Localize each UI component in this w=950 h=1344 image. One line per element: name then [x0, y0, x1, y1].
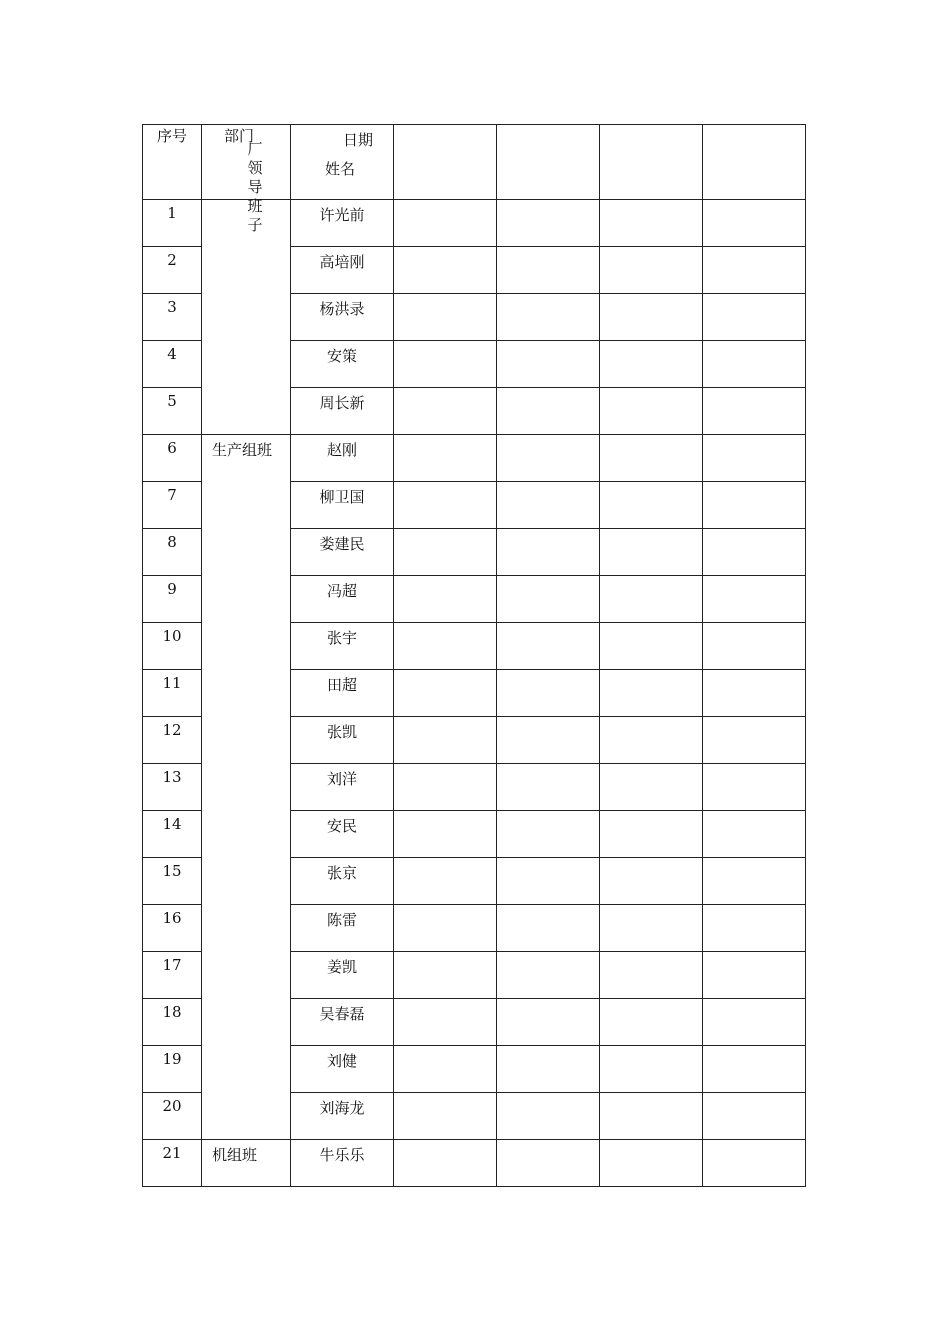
attendance-cell[interactable] [497, 435, 600, 482]
name-cell: 周长新 [291, 388, 394, 435]
name-cell: 冯超 [291, 576, 394, 623]
seq-cell: 12 [143, 717, 202, 764]
seq-cell: 13 [143, 764, 202, 811]
attendance-cell[interactable] [600, 388, 703, 435]
seq-cell: 7 [143, 482, 202, 529]
attendance-cell[interactable] [600, 247, 703, 294]
attendance-cell[interactable] [394, 1140, 497, 1187]
attendance-cell[interactable] [394, 811, 497, 858]
attendance-cell[interactable] [703, 482, 806, 529]
attendance-cell[interactable] [497, 1046, 600, 1093]
seq-cell: 4 [143, 341, 202, 388]
attendance-cell[interactable] [703, 294, 806, 341]
attendance-cell[interactable] [497, 1093, 600, 1140]
name-cell: 赵刚 [291, 435, 394, 482]
name-cell: 牛乐乐 [291, 1140, 394, 1187]
attendance-cell[interactable] [497, 529, 600, 576]
table-row [143, 200, 806, 247]
name-cell: 吴春磊 [291, 999, 394, 1046]
attendance-cell[interactable] [394, 623, 497, 670]
attendance-cell[interactable] [394, 388, 497, 435]
attendance-cell[interactable] [497, 811, 600, 858]
attendance-cell[interactable] [600, 811, 703, 858]
attendance-cell[interactable] [497, 670, 600, 717]
attendance-cell[interactable] [703, 247, 806, 294]
attendance-cell[interactable] [703, 1140, 806, 1187]
attendance-cell[interactable] [497, 764, 600, 811]
attendance-cell[interactable] [600, 1046, 703, 1093]
attendance-cell[interactable] [600, 294, 703, 341]
attendance-cell[interactable] [497, 388, 600, 435]
attendance-cell[interactable] [394, 1046, 497, 1093]
attendance-cell[interactable] [394, 670, 497, 717]
attendance-cell[interactable] [703, 999, 806, 1046]
dept-cell: 机组班 [202, 1140, 291, 1187]
attendance-cell[interactable] [600, 999, 703, 1046]
attendance-cell[interactable] [394, 1093, 497, 1140]
header-dept: 部门 [202, 125, 291, 200]
date-column-3[interactable] [600, 125, 703, 200]
seq-cell: 9 [143, 576, 202, 623]
attendance-cell[interactable] [394, 576, 497, 623]
attendance-cell[interactable] [600, 435, 703, 482]
attendance-cell[interactable] [497, 482, 600, 529]
attendance-cell[interactable] [497, 905, 600, 952]
name-cell: 刘健 [291, 1046, 394, 1093]
seq-cell: 14 [143, 811, 202, 858]
attendance-cell[interactable] [394, 200, 497, 247]
seq-cell: 20 [143, 1093, 202, 1140]
attendance-cell[interactable] [600, 717, 703, 764]
attendance-cell[interactable] [600, 764, 703, 811]
attendance-cell[interactable] [394, 435, 497, 482]
attendance-cell[interactable] [497, 200, 600, 247]
attendance-table [142, 124, 806, 1187]
attendance-cell[interactable] [600, 341, 703, 388]
attendance-cell[interactable] [497, 576, 600, 623]
attendance-cell[interactable] [600, 623, 703, 670]
attendance-cell[interactable] [394, 858, 497, 905]
name-cell: 田超 [291, 670, 394, 717]
attendance-cell[interactable] [600, 576, 703, 623]
attendance-cell[interactable] [703, 341, 806, 388]
attendance-cell[interactable] [703, 717, 806, 764]
name-cell: 张凯 [291, 717, 394, 764]
seq-cell: 16 [143, 905, 202, 952]
attendance-cell[interactable] [394, 529, 497, 576]
attendance-cell[interactable] [703, 952, 806, 999]
seq-cell: 10 [143, 623, 202, 670]
attendance-cell[interactable] [497, 247, 600, 294]
header-row [143, 125, 806, 200]
attendance-cell[interactable] [703, 623, 806, 670]
attendance-cell[interactable] [497, 1140, 600, 1187]
seq-cell: 3 [143, 294, 202, 341]
seq-cell: 21 [143, 1140, 202, 1187]
attendance-cell[interactable] [703, 1046, 806, 1093]
attendance-cell[interactable] [497, 623, 600, 670]
attendance-cell[interactable] [394, 717, 497, 764]
attendance-cell[interactable] [394, 905, 497, 952]
seq-cell: 17 [143, 952, 202, 999]
seq-cell: 8 [143, 529, 202, 576]
name-cell: 张宇 [291, 623, 394, 670]
seq-cell: 15 [143, 858, 202, 905]
name-cell: 刘海龙 [291, 1093, 394, 1140]
attendance-cell[interactable] [703, 388, 806, 435]
name-cell: 柳卫国 [291, 482, 394, 529]
attendance-cell[interactable] [703, 1093, 806, 1140]
attendance-cell[interactable] [703, 529, 806, 576]
attendance-cell[interactable] [600, 529, 703, 576]
seq-cell: 19 [143, 1046, 202, 1093]
attendance-cell[interactable] [600, 952, 703, 999]
name-cell: 杨洪录 [291, 294, 394, 341]
name-cell: 安策 [291, 341, 394, 388]
attendance-cell[interactable] [600, 1093, 703, 1140]
attendance-cell[interactable] [394, 482, 497, 529]
attendance-cell[interactable] [703, 576, 806, 623]
attendance-cell[interactable] [497, 999, 600, 1046]
date-column-2[interactable] [497, 125, 600, 200]
attendance-cell[interactable] [394, 952, 497, 999]
attendance-cell[interactable] [703, 435, 806, 482]
name-cell: 陈雷 [291, 905, 394, 952]
dept-cell: 生产组班 [202, 435, 291, 1140]
attendance-cell[interactable] [600, 670, 703, 717]
header-name: 姓名 [325, 160, 356, 178]
attendance-cell[interactable] [497, 858, 600, 905]
attendance-cell[interactable] [600, 482, 703, 529]
name-cell: 娄建民 [291, 529, 394, 576]
seq-cell: 5 [143, 388, 202, 435]
attendance-cell[interactable] [703, 905, 806, 952]
header-date: 日期 [343, 131, 374, 149]
name-cell: 安民 [291, 811, 394, 858]
attendance-cell[interactable] [703, 670, 806, 717]
attendance-cell[interactable] [600, 1140, 703, 1187]
attendance-cell[interactable] [600, 200, 703, 247]
seq-cell: 6 [143, 435, 202, 482]
attendance-cell[interactable] [394, 247, 497, 294]
name-cell: 许光前 [291, 200, 394, 247]
date-column-1[interactable] [394, 125, 497, 200]
attendance-cell[interactable] [497, 294, 600, 341]
name-cell: 张京 [291, 858, 394, 905]
seq-cell: 18 [143, 999, 202, 1046]
attendance-cell[interactable] [703, 764, 806, 811]
name-cell: 高培刚 [291, 247, 394, 294]
attendance-cell[interactable] [703, 858, 806, 905]
attendance-cell[interactable] [394, 999, 497, 1046]
attendance-cell[interactable] [600, 905, 703, 952]
attendance-cell[interactable] [497, 952, 600, 999]
attendance-cell[interactable] [497, 717, 600, 764]
attendance-cell[interactable] [703, 200, 806, 247]
name-cell: 姜凯 [291, 952, 394, 999]
seq-cell: 2 [143, 247, 202, 294]
seq-cell: 1 [143, 200, 202, 247]
table-row [143, 435, 806, 482]
attendance-cell[interactable] [394, 764, 497, 811]
attendance-cell[interactable] [497, 341, 600, 388]
header-seq: 序号 [143, 125, 202, 200]
attendance-cell[interactable] [394, 294, 497, 341]
name-cell: 刘洋 [291, 764, 394, 811]
date-column-4[interactable] [703, 125, 806, 200]
table-row [143, 1140, 806, 1187]
header-date-name [291, 125, 394, 200]
attendance-cell[interactable] [394, 341, 497, 388]
seq-cell: 11 [143, 670, 202, 717]
dept-cell: 厂领导班子 [202, 200, 291, 435]
attendance-cell[interactable] [703, 811, 806, 858]
attendance-cell[interactable] [600, 858, 703, 905]
